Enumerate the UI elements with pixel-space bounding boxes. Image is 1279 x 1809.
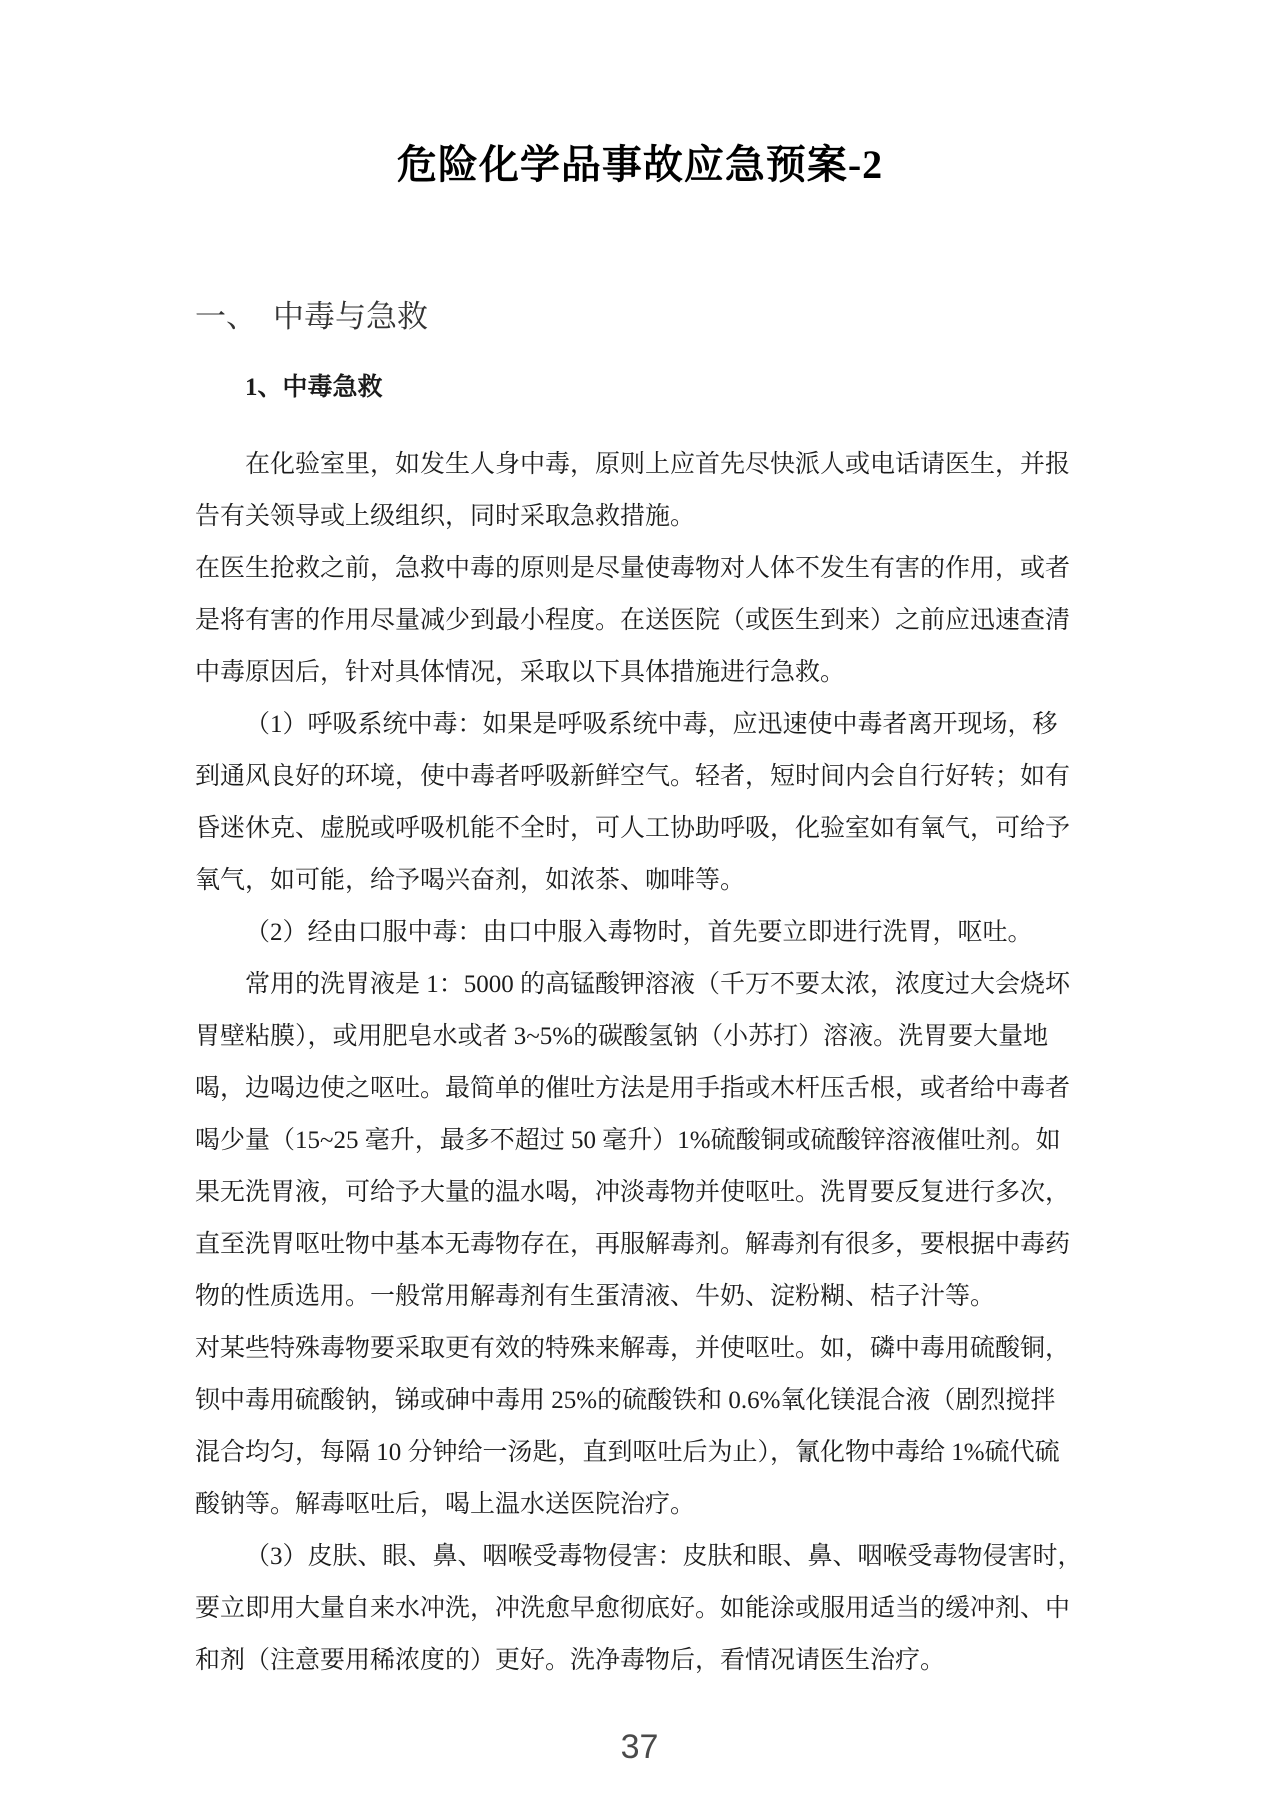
paragraph-line: 混合均匀，每隔 10 分钟给一汤匙，直到呕吐后为止），氰化物中毒给 1%硫代硫 <box>195 1438 1060 1466</box>
paragraph-line: 告有关领导或上级组织，同时采取急救措施。 <box>195 502 696 530</box>
paragraph-line: （1）呼吸系统中毒：如果是呼吸系统中毒，应迅速使中毒者离开现场，移 <box>245 710 1058 738</box>
subsection-heading: 1、中毒急救 <box>245 373 383 401</box>
paragraph <box>195 699 1085 907</box>
paragraph-line: 要立即用大量自来水冲洗，冲洗愈早愈彻底好。如能涂或服用适当的缓冲剂、中 <box>195 1594 1071 1622</box>
paragraph-line: 对某些特殊毒物要采取更有效的特殊来解毒，并使呕吐。如，磷中毒用硫酸铜， <box>195 1334 1071 1362</box>
paragraph <box>195 439 1085 543</box>
paragraph-line: 氧气，如可能，给予喝兴奋剂，如浓茶、咖啡等。 <box>195 866 746 894</box>
document-content <box>195 0 1085 1687</box>
page-footer <box>0 1728 1279 1767</box>
document-body <box>195 439 1085 1687</box>
paragraph-line: 中毒原因后，针对具体情况，采取以下具体措施进行急救。 <box>195 658 846 686</box>
paragraph-line: 直至洗胃呕吐物中基本无毒物存在，再服解毒剂。解毒剂有很多，要根据中毒药 <box>195 1230 1071 1258</box>
paragraph-line: 喝，边喝边使之呕吐。最简单的催吐方法是用手指或木杆压舌根，或者给中毒者 <box>195 1074 1071 1102</box>
paragraph-line: 酸钠等。解毒呕吐后，喝上温水送医院治疗。 <box>195 1490 696 1518</box>
paragraph-line: 在医生抢救之前，急救中毒的原则是尽量使毒物对人体不发生有害的作用，或者 <box>195 554 1071 582</box>
paragraph-line: 常用的洗胃液是 1：5000 的高锰酸钾溶液（千万不要太浓，浓度过大会烧坏 <box>245 970 1071 998</box>
paragraph-line: 喝少量（15~25 毫升，最多不超过 50 毫升）1%硫酸铜或硫酸锌溶液催吐剂。如 <box>195 1126 1061 1154</box>
paragraph <box>195 543 1085 699</box>
paragraph <box>195 959 1085 1323</box>
paragraph <box>195 907 1085 959</box>
section-number: 一、 <box>195 299 257 334</box>
paragraph-line: 到通风良好的环境，使中毒者呼吸新鲜空气。轻者，短时间内会自行好转；如有 <box>195 762 1071 790</box>
paragraph-line: 在化验室里，如发生人身中毒，原则上应首先尽快派人或电话请医生，并报 <box>245 450 1071 478</box>
section-title: 中毒与急救 <box>273 299 428 334</box>
paragraph-line: 钡中毒用硫酸钠，锑或砷中毒用 25%的硫酸铁和 0.6%氧化镁混合液（剧烈搅拌 <box>195 1386 1056 1414</box>
page-number: 37 <box>620 1728 659 1766</box>
paragraph-line: 昏迷休克、虚脱或呼吸机能不全时，可人工协助呼吸，化验室如有氧气，可给予 <box>195 814 1071 842</box>
paragraph-line: 和剂（注意要用稀浓度的）更好。洗净毒物后，看情况请医生治疗。 <box>195 1646 946 1674</box>
section-heading <box>195 298 1085 336</box>
paragraph-line: 是将有害的作用尽量减少到最小程度。在送医院（或医生到来）之前应迅速查清 <box>195 606 1071 634</box>
paragraph <box>195 1323 1085 1531</box>
paragraph-line: 胃壁粘膜），或用肥皂水或者 3~5%的碳酸氢钠（小苏打）溶液。洗胃要大量地 <box>195 1022 1049 1050</box>
paragraph-line: （3）皮肤、眼、鼻、咽喉受毒物侵害：皮肤和眼、鼻、咽喉受毒物侵害时， <box>245 1542 1083 1570</box>
paragraph <box>195 1531 1085 1687</box>
paragraph-line: （2）经由口服中毒：由口中服入毒物时，首先要立即进行洗胃，呕吐。 <box>245 918 1033 946</box>
document-title: 危险化学品事故应急预案-2 <box>396 142 884 187</box>
paragraph-line: 果无洗胃液，可给予大量的温水喝，冲淡毒物并使呕吐。洗胃要反复进行多次， <box>195 1178 1071 1206</box>
paragraph-line: 物的性质选用。一般常用解毒剂有生蛋清液、牛奶、淀粉糊、桔子汁等。 <box>195 1282 996 1310</box>
